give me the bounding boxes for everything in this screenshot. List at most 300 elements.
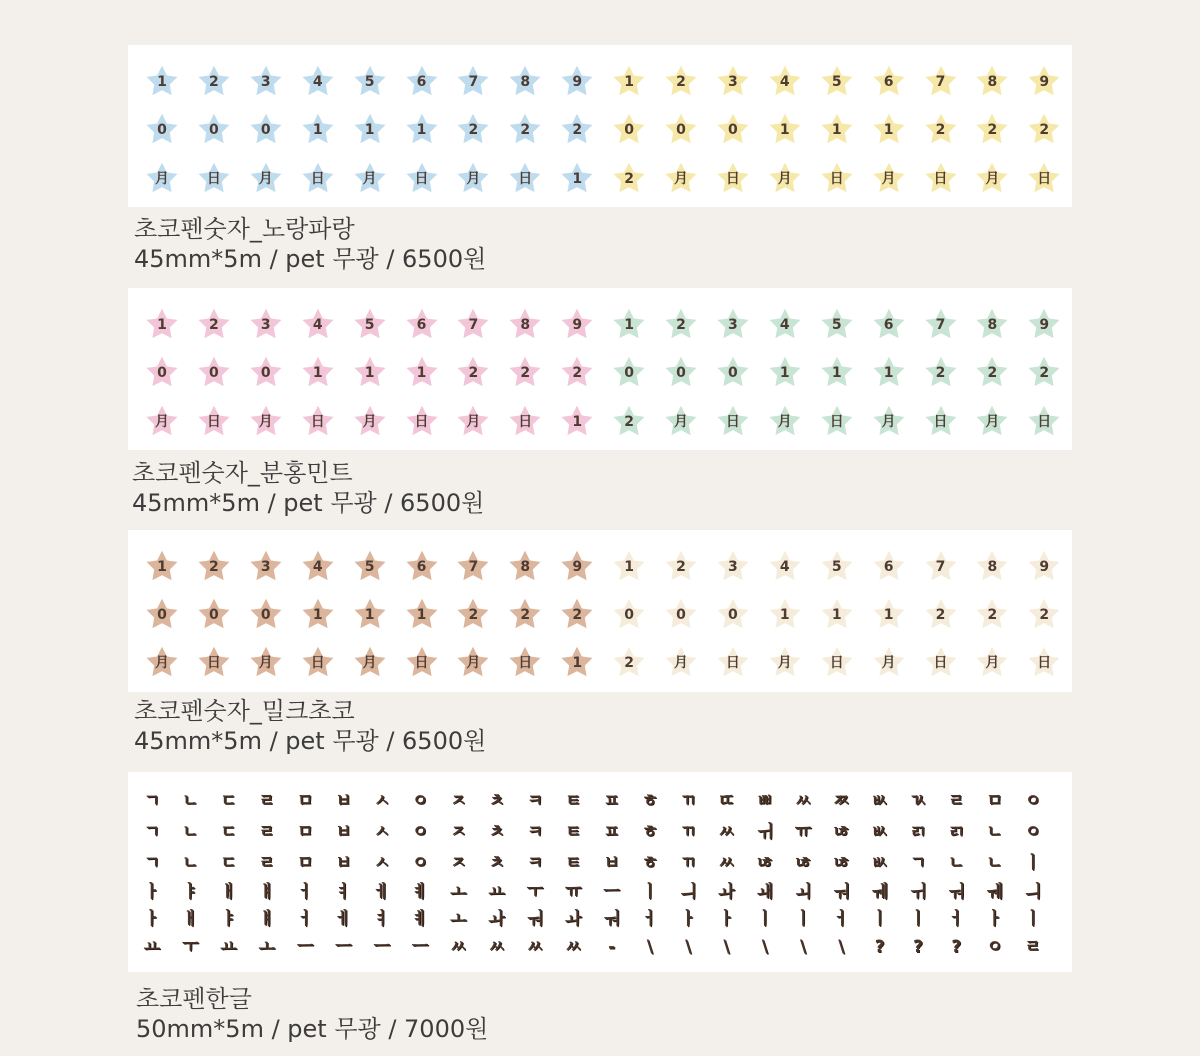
hangul-sticker: ㅡ (603, 882, 620, 902)
star-sticker (713, 642, 753, 682)
star-sticker (194, 158, 234, 198)
star-sticker (246, 594, 286, 634)
star-sticker (817, 642, 857, 682)
star-sticker (713, 352, 753, 392)
hangul-sticker: ㅝ (603, 909, 620, 929)
hangul-sticker: ㅁ (296, 791, 314, 811)
star-glyph: 8 (987, 74, 998, 90)
star-sticker (453, 109, 493, 149)
star-glyph: 日 (206, 171, 221, 187)
hangul-sticker: ㄶ (794, 853, 812, 873)
star-sticker (609, 594, 649, 634)
star-sticker (194, 109, 234, 149)
star-glyph: 月 (155, 171, 169, 187)
star-sticker (972, 304, 1012, 344)
star-glyph: 1 (883, 365, 894, 381)
hangul-sticker: ㅠ (565, 882, 582, 902)
star-sticker (505, 158, 545, 198)
hangul-sticker: ㄴ (182, 791, 199, 811)
star-glyph: 2 (935, 365, 946, 381)
star-sticker (1024, 401, 1064, 441)
star-glyph: 3 (260, 559, 271, 575)
star-sticker (869, 158, 909, 198)
hangul-sticker: ㅆ (450, 937, 467, 957)
star-sticker (194, 304, 234, 344)
star-sticker (246, 61, 286, 101)
star-sticker (765, 109, 805, 149)
hangul-sticker: ㅝ (833, 882, 850, 902)
star-glyph: 月 (674, 655, 688, 671)
star-glyph: 1 (312, 122, 323, 138)
hangul-sticker: ㅓ (948, 909, 965, 929)
star-glyph: 1 (572, 655, 583, 671)
product-name: 초코펜숫자_밀크초코 (134, 697, 355, 725)
hangul-sticker: ㄲ (679, 822, 697, 842)
star-glyph: 7 (468, 74, 479, 90)
star-sticker (609, 61, 649, 101)
star-sticker (765, 61, 805, 101)
hangul-row (134, 817, 1066, 847)
star-sticker (505, 642, 545, 682)
star-sticker (194, 352, 234, 392)
star-glyph: 2 (987, 122, 998, 138)
star-glyph: 日 (414, 171, 429, 187)
star-sticker (350, 158, 390, 198)
hangul-sticker: \ (723, 937, 730, 957)
hangul-sticker: ㅍ (603, 791, 620, 811)
hangul-sticker: ㄹ (258, 853, 276, 873)
star-glyph: 日 (206, 414, 221, 430)
star-sticker (972, 642, 1012, 682)
star-glyph: 8 (520, 74, 531, 90)
star-glyph: 1 (624, 559, 634, 575)
hangul-sticker: ㄷ (220, 822, 237, 842)
star-glyph: 日 (829, 655, 844, 671)
star-sticker (713, 546, 753, 586)
star-sticker (713, 109, 753, 149)
star-glyph: 日 (829, 171, 844, 187)
star-sticker (194, 61, 234, 101)
star-sticker (817, 401, 857, 441)
star-sticker (765, 401, 805, 441)
star-glyph: 2 (520, 607, 531, 623)
star-sticker (1024, 352, 1064, 392)
hangul-sticker: ㅗ (450, 909, 467, 929)
star-sticker (1024, 642, 1064, 682)
star-sticker (505, 61, 545, 101)
hangul-sticker: ㅄ (871, 853, 888, 873)
hangul-sticker: ㅂ (335, 822, 352, 842)
hangul-sticker: ㅆ (718, 822, 735, 842)
star-sticker (713, 594, 753, 634)
star-sticker (972, 594, 1012, 634)
star-glyph: 日 (310, 171, 325, 187)
star-sticker (661, 642, 701, 682)
star-sticker (453, 304, 493, 344)
star-glyph: 1 (364, 607, 375, 623)
star-glyph: 0 (624, 607, 634, 623)
hangul-sticker: ㅡ (296, 937, 314, 957)
hangul-sticker: ㅙ (756, 882, 774, 902)
star-glyph: 6 (416, 317, 427, 333)
star-row (128, 352, 1072, 392)
star-glyph: 1 (364, 122, 375, 138)
star-glyph: 月 (881, 171, 896, 187)
hangul-sticker: ㅆ (794, 791, 812, 811)
star-sticker (350, 61, 390, 101)
star-glyph: 3 (728, 559, 738, 575)
star-glyph: 日 (1037, 655, 1052, 671)
hangul-sticker: ㅘ (565, 909, 582, 929)
star-glyph: 0 (157, 365, 167, 381)
star-glyph: 0 (676, 607, 686, 623)
star-glyph: 4 (312, 559, 323, 575)
star-sticker (505, 594, 545, 634)
star-glyph: 月 (985, 171, 1000, 187)
hangul-sticker: ㅇ (411, 791, 429, 811)
star-sticker (1024, 304, 1064, 344)
star-sticker (661, 304, 701, 344)
hangul-sticker: ㅛ (488, 882, 505, 902)
star-sticker (817, 546, 857, 586)
star-glyph: 2 (624, 655, 634, 671)
star-sticker (972, 61, 1012, 101)
star-glyph: 日 (1037, 171, 1052, 187)
star-glyph: 1 (572, 414, 583, 430)
hangul-sticker: \ (799, 937, 807, 957)
hangul-sticker: ㅅ (373, 853, 391, 873)
hangul-sticker: ㅣ (871, 909, 888, 929)
star-sticker (609, 352, 649, 392)
star-glyph: 月 (674, 414, 688, 430)
hangul-sticker: ㅐ (220, 882, 237, 902)
star-sticker (609, 109, 649, 149)
star-sticker (713, 61, 753, 101)
hangul-sticker: ㅆ (526, 937, 544, 957)
sticker-panel-pink-mint (128, 288, 1072, 450)
hangul-sticker: ㄱ (143, 791, 161, 811)
star-glyph: 1 (831, 365, 842, 381)
hangul-sticker: ㄺ (948, 822, 965, 842)
hangul-sticker: ㅓ (296, 909, 314, 929)
product-name: 초코펜숫자_분홍민트 (132, 459, 353, 487)
star-row (128, 158, 1072, 198)
hangul-sticker: ㅜ (182, 937, 199, 957)
star-sticker (246, 352, 286, 392)
hangul-sticker: ㄳ (909, 791, 927, 811)
star-sticker (350, 109, 390, 149)
hangul-sticker: ㅁ (986, 791, 1003, 811)
star-glyph: 1 (157, 317, 167, 333)
star-glyph: 0 (728, 365, 738, 381)
hangul-sticker: ㄴ (182, 822, 199, 842)
hangul-sticker: ㄷ (220, 853, 237, 873)
hangul-sticker: ㅠ (794, 822, 812, 842)
hangul-sticker: ㅘ (488, 909, 505, 929)
star-sticker (246, 401, 286, 441)
star-sticker (350, 546, 390, 586)
star-glyph: 1 (572, 171, 583, 187)
star-sticker (817, 158, 857, 198)
star-sticker (298, 642, 338, 682)
star-sticker (972, 401, 1012, 441)
star-sticker (298, 304, 338, 344)
star-glyph: 1 (779, 365, 790, 381)
hangul-sticker: ㅟ (909, 882, 927, 902)
star-glyph: 0 (676, 365, 686, 381)
star-sticker (713, 401, 753, 441)
hangul-sticker: ㅂ (335, 853, 352, 873)
star-glyph: 月 (985, 414, 1000, 430)
star-glyph: 7 (935, 317, 946, 333)
star-glyph: 2 (935, 122, 946, 138)
hangul-sticker: \ (646, 937, 653, 957)
hangul-sticker: ㅓ (296, 882, 314, 902)
hangul-sticker: ㅆ (718, 853, 735, 873)
star-sticker (765, 642, 805, 682)
star-glyph: 1 (157, 559, 167, 575)
star-row (128, 642, 1072, 682)
star-sticker (972, 546, 1012, 586)
hangul-sticker: ㅛ (220, 937, 237, 957)
star-glyph: 日 (518, 171, 533, 187)
hangul-row (134, 786, 1066, 816)
star-sticker (194, 594, 234, 634)
star-sticker (505, 304, 545, 344)
star-sticker (557, 109, 597, 149)
star-sticker (661, 401, 701, 441)
star-sticker (1024, 546, 1064, 586)
star-sticker (142, 61, 182, 101)
sticker-panel-yellow-blue (128, 45, 1072, 207)
star-sticker (505, 401, 545, 441)
star-sticker (505, 546, 545, 586)
hangul-sticker: ㅏ (679, 909, 697, 929)
star-sticker (713, 158, 753, 198)
star-sticker (402, 61, 442, 101)
star-sticker (817, 594, 857, 634)
star-glyph: 2 (209, 317, 219, 333)
star-glyph: 月 (155, 414, 169, 430)
star-glyph: 月 (777, 171, 792, 187)
hangul-sticker: ㅈ (450, 822, 467, 842)
star-sticker (869, 546, 909, 586)
hangul-sticker: ㅎ (641, 853, 659, 873)
star-glyph: 日 (414, 414, 429, 430)
star-glyph: 0 (260, 122, 271, 138)
hangul-sticker: \ (838, 937, 845, 957)
star-sticker (869, 109, 909, 149)
hangul-sticker: ㅌ (565, 853, 582, 873)
star-glyph: 日 (725, 414, 740, 430)
star-glyph: 0 (209, 122, 219, 138)
star-sticker (661, 61, 701, 101)
hangul-sticker: ㅇ (986, 937, 1003, 957)
hangul-sticker: ㅚ (794, 882, 812, 902)
star-glyph: 日 (206, 655, 221, 671)
star-glyph: 6 (416, 74, 427, 90)
star-glyph: 5 (364, 317, 375, 333)
star-sticker (453, 594, 493, 634)
star-sticker (765, 546, 805, 586)
star-row (128, 594, 1072, 634)
hangul-sticker: ㅣ (909, 909, 927, 929)
hangul-sticker: ㅛ (143, 937, 161, 957)
hangul-sticker: ㄱ (909, 853, 927, 873)
hangul-sticker: ㅉ (833, 791, 850, 811)
hangul-sticker: ㅘ (718, 882, 735, 902)
star-sticker (609, 304, 649, 344)
hangul-sticker: ㄷ (220, 791, 237, 811)
star-sticker (921, 109, 961, 149)
product-caption-2 (132, 458, 484, 518)
star-sticker (765, 304, 805, 344)
star-glyph: 日 (310, 655, 325, 671)
sticker-panel-hangul (128, 772, 1072, 972)
star-sticker (453, 352, 493, 392)
star-glyph: 日 (414, 655, 429, 671)
star-glyph: 1 (883, 607, 894, 623)
star-sticker (869, 61, 909, 101)
star-glyph: 2 (676, 317, 686, 333)
hangul-sticker: ㅒ (258, 909, 276, 929)
star-sticker (402, 158, 442, 198)
star-glyph: 9 (1039, 317, 1050, 333)
hangul-sticker: ㅣ (756, 909, 774, 929)
star-sticker (505, 109, 545, 149)
star-glyph: 1 (416, 607, 427, 623)
star-glyph: 月 (258, 414, 273, 430)
star-sticker (972, 352, 1012, 392)
hangul-row (134, 904, 1066, 934)
star-glyph: 2 (468, 365, 479, 381)
hangul-sticker: ? (874, 937, 885, 957)
hangul-sticker: ㄱ (143, 853, 161, 873)
hangul-sticker: \ (761, 937, 768, 957)
star-glyph: 7 (935, 74, 946, 90)
hangul-sticker: ㄲ (679, 853, 697, 873)
star-glyph: 月 (777, 414, 792, 430)
star-glyph: 月 (362, 414, 377, 430)
product-caption-4 (136, 984, 488, 1044)
star-glyph: 3 (260, 317, 271, 333)
hangul-sticker: ㅣ (794, 909, 812, 929)
star-glyph: 月 (985, 655, 1000, 671)
hangul-sticker: ㅈ (450, 853, 467, 873)
star-glyph: 1 (312, 365, 323, 381)
star-glyph: 2 (935, 607, 946, 623)
star-glyph: 日 (725, 655, 740, 671)
hangul-sticker: ㅊ (488, 822, 505, 842)
star-sticker (557, 401, 597, 441)
hangul-sticker: ㄴ (986, 822, 1003, 842)
star-sticker (972, 158, 1012, 198)
star-sticker (921, 352, 961, 392)
star-sticker (402, 642, 442, 682)
star-glyph: 1 (416, 122, 427, 138)
star-sticker (402, 109, 442, 149)
hangul-sticker: ㄶ (833, 853, 850, 873)
star-glyph: 3 (260, 74, 271, 90)
hangul-sticker: ㅣ (1024, 853, 1042, 873)
star-sticker (972, 109, 1012, 149)
star-sticker (869, 594, 909, 634)
star-glyph: 月 (881, 655, 896, 671)
star-sticker (142, 401, 182, 441)
hangul-sticker: ㅑ (220, 909, 237, 929)
star-sticker (142, 642, 182, 682)
hangul-sticker: - (608, 937, 616, 957)
star-glyph: 月 (466, 171, 481, 187)
star-glyph: 0 (624, 365, 634, 381)
hangul-sticker: ㅓ (641, 909, 659, 929)
product-spec: 45mm*5m / pet 무광 / 6500원 (132, 489, 485, 517)
star-sticker (453, 401, 493, 441)
star-sticker (298, 546, 338, 586)
star-sticker (869, 352, 909, 392)
hangul-sticker: ㅄ (871, 822, 888, 842)
hangul-sticker: ㄸ (718, 791, 735, 811)
hangul-sticker: ㄱ (143, 822, 161, 842)
star-sticker (869, 642, 909, 682)
hangul-sticker: ㄴ (986, 853, 1003, 873)
star-glyph: 2 (1039, 365, 1050, 381)
star-sticker (1024, 61, 1064, 101)
star-sticker (609, 401, 649, 441)
star-glyph: 1 (779, 607, 790, 623)
star-sticker (453, 546, 493, 586)
star-sticker (609, 642, 649, 682)
hangul-sticker: ㅏ (718, 909, 735, 929)
star-sticker (402, 304, 442, 344)
hangul-sticker: ㅒ (258, 882, 276, 902)
hangul-sticker: ㅏ (143, 909, 161, 929)
star-glyph: 1 (883, 122, 894, 138)
star-sticker (921, 642, 961, 682)
star-glyph: 日 (518, 655, 533, 671)
hangul-sticker: ㄹ (258, 822, 276, 842)
star-glyph: 日 (310, 414, 325, 430)
star-sticker (661, 594, 701, 634)
hangul-sticker: \ (685, 937, 692, 957)
star-glyph: 9 (572, 74, 583, 90)
star-sticker (298, 594, 338, 634)
hangul-sticker: ㅁ (296, 853, 314, 873)
star-sticker (298, 61, 338, 101)
star-sticker (557, 546, 597, 586)
hangul-sticker: ㅎ (641, 822, 659, 842)
star-glyph: 7 (935, 559, 946, 575)
star-row (128, 401, 1072, 441)
star-glyph: 8 (520, 559, 531, 575)
star-glyph: 9 (572, 317, 583, 333)
star-glyph: 2 (520, 365, 531, 381)
star-sticker (350, 594, 390, 634)
star-glyph: 0 (260, 607, 271, 623)
hangul-sticker: ㄹ (1024, 937, 1042, 957)
star-sticker (453, 642, 493, 682)
star-row (128, 61, 1072, 101)
hangul-sticker: ㄺ (909, 822, 927, 842)
hangul-sticker: ㅂ (335, 791, 352, 811)
star-glyph: 0 (728, 122, 738, 138)
hangul-sticker: ㅔ (335, 909, 352, 929)
star-glyph: 月 (466, 655, 481, 671)
star-sticker (869, 401, 909, 441)
star-glyph: 8 (520, 317, 531, 333)
star-glyph: 0 (728, 607, 738, 623)
hangul-sticker: ㅡ (335, 937, 352, 957)
